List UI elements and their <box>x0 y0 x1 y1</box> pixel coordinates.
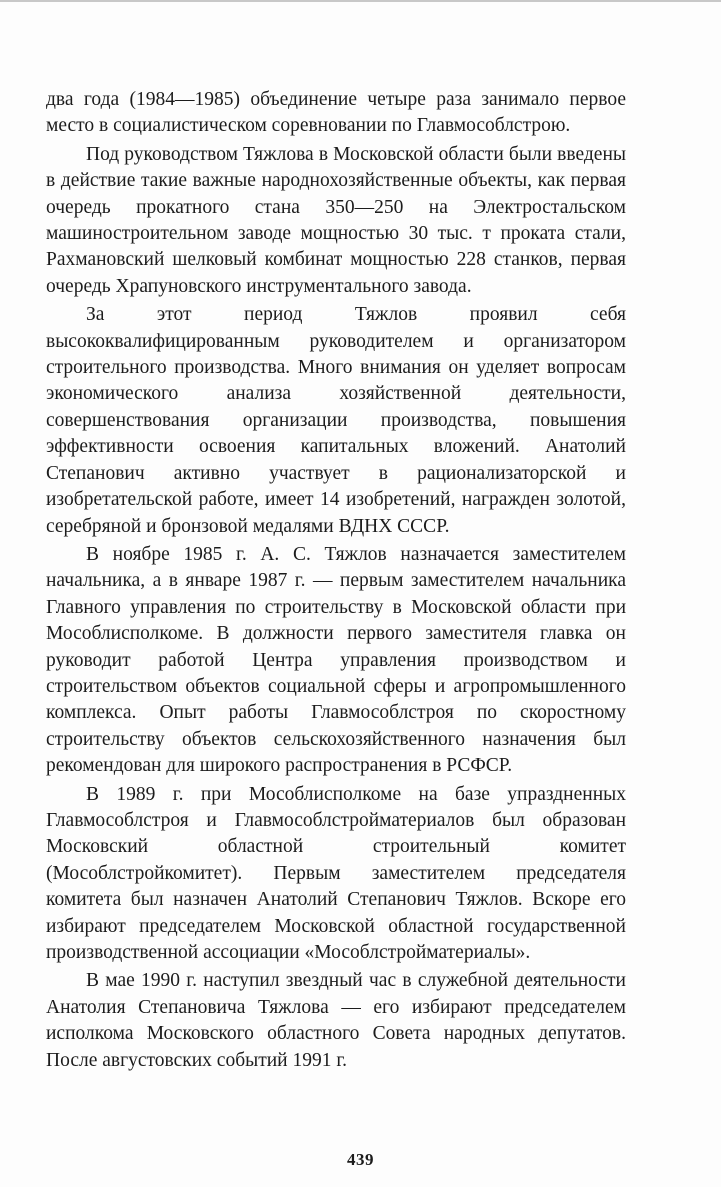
paragraph: За этот период Тяжлов проявил себя высококвалифицированным руководителем и организатором строительного производства. Много внимания он уделяет вопросам экономического анализа хозяйственной деятельности, совершенствования организации производства, повышения эффективности освоения капитальных вложений. Анатолий Степанович активно участвует в рационализаторской и изобретательской работе, имеет 14 изобретений, награжден золотой, серебряной и бронзовой медалями ВДНХ СССР. <box>46 304 626 537</box>
top-edge-rule <box>0 0 721 2</box>
paragraph: В мае 1990 г. наступил звездный час в служебной деятельности Анатолия Степановича Тяжлова — его избирают председателем исполкома Московского областного Совета народных депутатов. После августовских событий 1991 г. <box>46 970 626 1071</box>
paragraph-continued: два года (1984—1985) объединение четыре раза занимало первое место в социалистическом соревновании по Главмособлстрою. <box>46 89 626 137</box>
paragraph: В ноябре 1985 г. А. С. Тяжлов назначается заместителем начальника, а в январе 1987 г. — первым заместителем начальника Главного управления по строительству в Московской области при Мособлисполкоме. В должности первого заместителя главка он руководит работой Центра управления производством и строительством объектов социальной сферы и агропромышленного комплекса. Опыт работы Главмособлстроя по скоростному строительству объектов сельскохозяйственного назначения был рекомендован для широкого распространения в РСФСР. <box>46 543 626 777</box>
paragraph: В 1989 г. при Мособлисполкоме на базе упраздненных Главмособлстроя и Главмособлстройматериалов был образован Московский областной строительный комитет (Мособлстройкомитет). Первым заместителем председателя комитета был назначен Анатолий Степанович Тяжлов. Вскоре его избирают председателем Московской областной государственной производственной ассоциации «Мособлстройматериалы». <box>46 783 626 963</box>
paragraph: Под руководством Тяжлова в Московской области были введены в действие такие важные народнохозяйственные объекты, как первая очередь прокатного стана 350—250 на Электростальском машиностроительном заводе мощностью 30 тыс. т проката стали, Рахмановский шелковый комбинат мощностью 228 станков, первая очередь Храпуновского инструментального завода. <box>46 143 626 297</box>
body-text <box>46 87 626 1076</box>
page-number: 439 <box>347 1150 374 1169</box>
